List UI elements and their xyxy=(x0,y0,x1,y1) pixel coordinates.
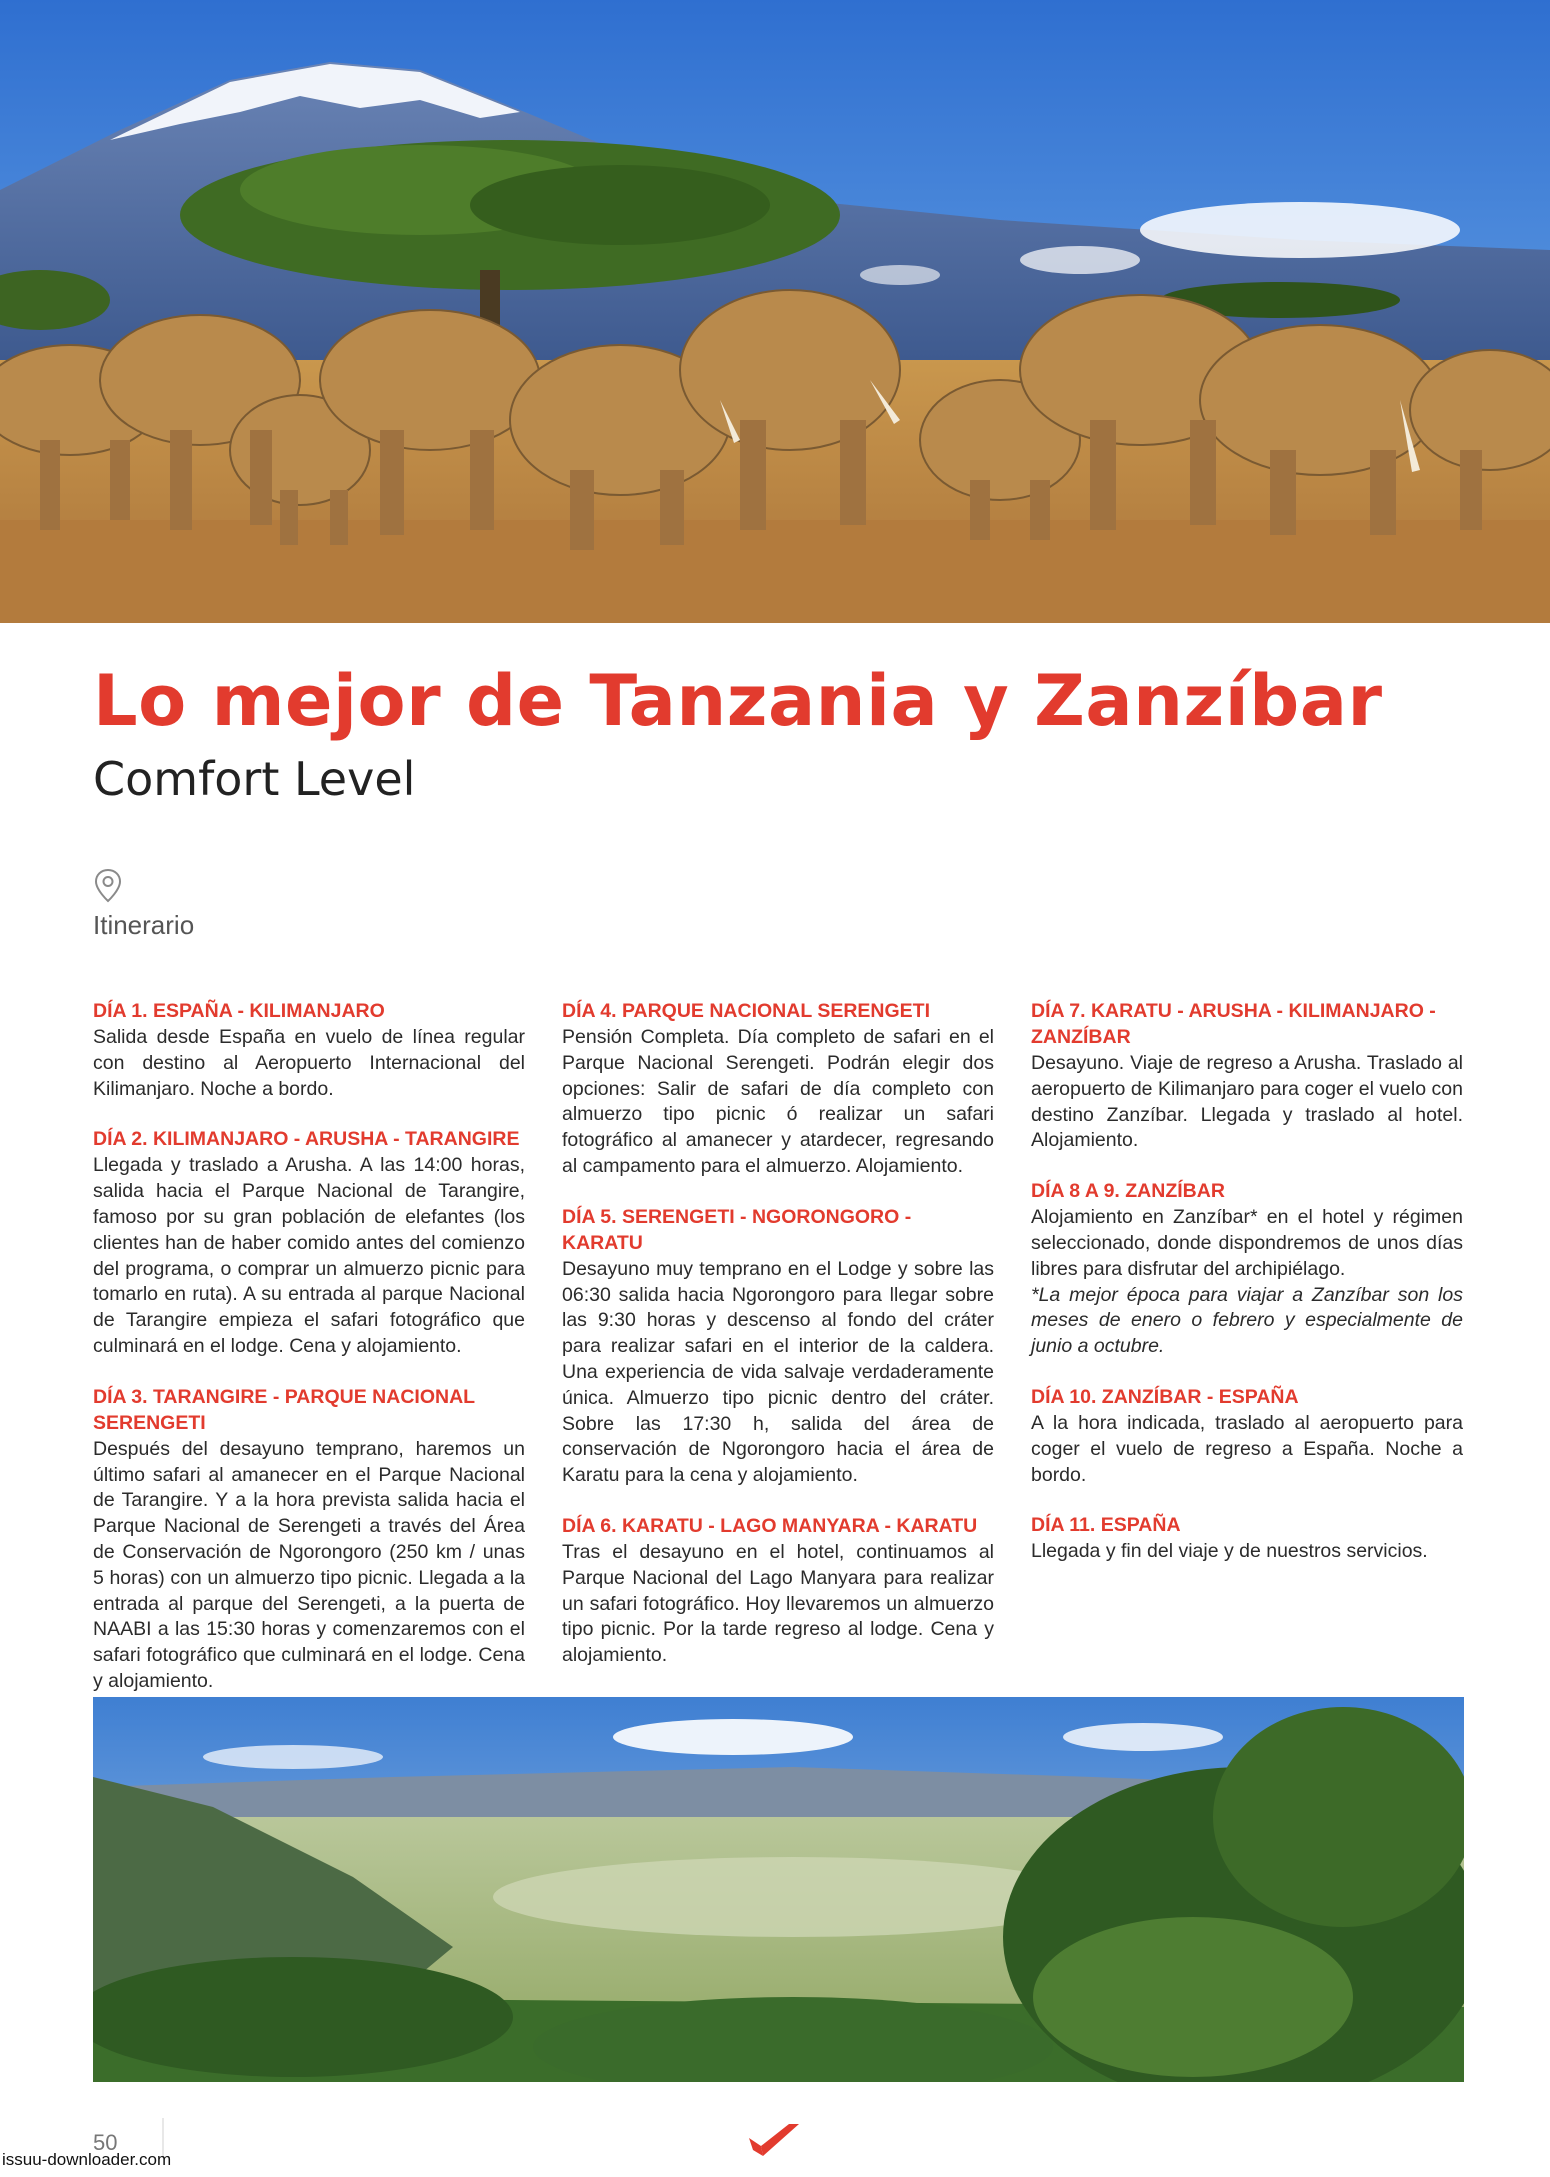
page-number: 50 xyxy=(93,2130,118,2155)
day-description: Tras el desayuno en el hotel, continuamos al Parque Nacional del Lago Manyara para realizar un safari fotográfico. Hoy llevaremos un almuerzo tipo picnic. Por la tarde regreso al lodge. Cena y alojamiento. xyxy=(562,1540,994,1667)
day-heading: DÍA 11. ESPAÑA xyxy=(1031,1514,1181,1537)
day-description: Pensión Completa. Día completo de safari en el Parque Nacional Serengeti. Podrán elegir dos opciones: Salir de safari de día completo con almuerzo tipo picnic ó realizar un safari fotográfico al amanecer y atardecer, regresando al campamento para el almuerzo. Alojamiento. xyxy=(562,1026,994,1177)
day-heading: DÍA 3. TARANGIRE - PARQUE NACIONAL SERENGETI xyxy=(93,1385,475,1434)
day-heading: DÍA 10. ZANZÍBAR - ESPAÑA xyxy=(1031,1385,1299,1408)
itinerary-day xyxy=(1031,1512,1463,1565)
day-heading: DÍA 8 A 9. ZANZÍBAR xyxy=(1031,1180,1225,1203)
section-label-itinerario: Itinerario xyxy=(93,910,195,940)
day-description: Salida desde España en vuelo de línea regular con destino al Aeropuerto Internacional del Kilimanjaro. Noche a bordo. xyxy=(93,1026,525,1100)
itinerary-day xyxy=(562,1513,994,1669)
itinerary-day xyxy=(93,998,525,1102)
crater-landscape-photo xyxy=(93,1697,1464,2082)
itinerary-day xyxy=(562,998,994,1180)
elephants-kilimanjaro-image xyxy=(0,0,1550,623)
day-description: Desayuno muy temprano en el Lodge y sobre las 06:30 salida hacia Ngorongoro para llegar sobre las 9:30 horas y descenso al fondo del cráter para realizar safari en el interior de la caldera. Una experiencia de vida salvaje verdaderamente única. Almuerzo tipo picnic dentro del cráter. Sobre las 17:30 h, salida del área de conservación de Ngorongoro hacia el área de Karatu para la cena y alojamiento. xyxy=(562,1257,994,1487)
itinerary-day xyxy=(562,1204,994,1489)
page-subtitle: Comfort Level xyxy=(93,752,416,806)
location-pin-icon xyxy=(93,868,123,904)
day-description: Desayuno. Viaje de regreso a Arusha. Traslado al aeropuerto de Kilimanjaro para coger el vuelo con destino Zanzíbar. Llegada y traslado al hotel. Alojamiento. xyxy=(1031,1052,1463,1152)
itinerary-column-1 xyxy=(93,998,525,1719)
itinerary-day xyxy=(93,1126,525,1359)
hero-photo xyxy=(0,0,1550,623)
day-description: Después del desayuno temprano, haremos un último safari al amanecer en el Parque Nacional de Tarangire. Y a la hora prevista salida hacia el Parque Nacional de Serengeti a través del Área de Conservación de Ngorongoro (250 km / unas 5 horas) con un almuerzo tipo picnic. Llegada a la entrada al parque del Serengeti, a la puerta de NAABI a las 15:30 horas y comenzaremos con el safari fotográfico que culminará en el lodge. Cena y alojamiento. xyxy=(93,1437,525,1692)
itinerary-column-3 xyxy=(1031,998,1463,1589)
itinerary-day xyxy=(1031,998,1463,1154)
day-heading: DÍA 6. KARATU - LAGO MANYARA - KARATU xyxy=(562,1514,978,1537)
day-description: Alojamiento en Zanzíbar* en el hotel y régimen seleccionado, donde dispondremos de unos días libres para disfrutar del archipiélago. xyxy=(1031,1206,1463,1280)
itinerary-day xyxy=(1031,1384,1463,1488)
page-title: Lo mejor de Tanzania y Zanzíbar xyxy=(93,660,1383,742)
itinerary-day xyxy=(93,1384,525,1695)
checkmark-logo-icon xyxy=(745,2120,805,2158)
day-description: Llegada y fin del viaje y de nuestros servicios. xyxy=(1031,1540,1428,1563)
itinerary-day xyxy=(1031,1178,1463,1360)
day-heading: DÍA 7. KARATU - ARUSHA - KILIMANJARO - ZANZÍBAR xyxy=(1031,1000,1436,1048)
itinerary-column-2 xyxy=(562,998,994,1693)
day-heading: DÍA 5. SERENGETI - NGORONGORO - KARATU xyxy=(562,1205,912,1254)
day-heading: DÍA 2. KILIMANJARO - ARUSHA - TARANGIRE xyxy=(93,1128,520,1151)
day-note: *La mejor época para viajar a Zanzíbar son los meses de enero o febrero y especialmente de junio a octubre. xyxy=(1031,1283,1463,1358)
ngorongoro-crater-image xyxy=(93,1697,1464,2082)
watermark-text: issuu-downloader.com xyxy=(2,2150,172,2169)
day-description: Llegada y traslado a Arusha. A las 14:00 horas, salida hacia el Parque Nacional de Tarangire, famoso por su gran población de elefantes (los clientes han de haber comido antes del comienzo del programa, o comprar un almuerzo picnic para tomarlo en ruta). A su entrada al parque Nacional de Tarangire empieza el safari fotográfico que culminará en el lodge. Cena y alojamiento. xyxy=(93,1154,525,1357)
day-heading: DÍA 4. PARQUE NACIONAL SERENGETI xyxy=(562,1000,931,1022)
day-heading: DÍA 1. ESPAÑA - KILIMANJARO xyxy=(93,1000,385,1022)
day-description: A la hora indicada, traslado al aeropuerto para coger el vuelo de regreso a España. Noche a bordo. xyxy=(1031,1411,1463,1486)
